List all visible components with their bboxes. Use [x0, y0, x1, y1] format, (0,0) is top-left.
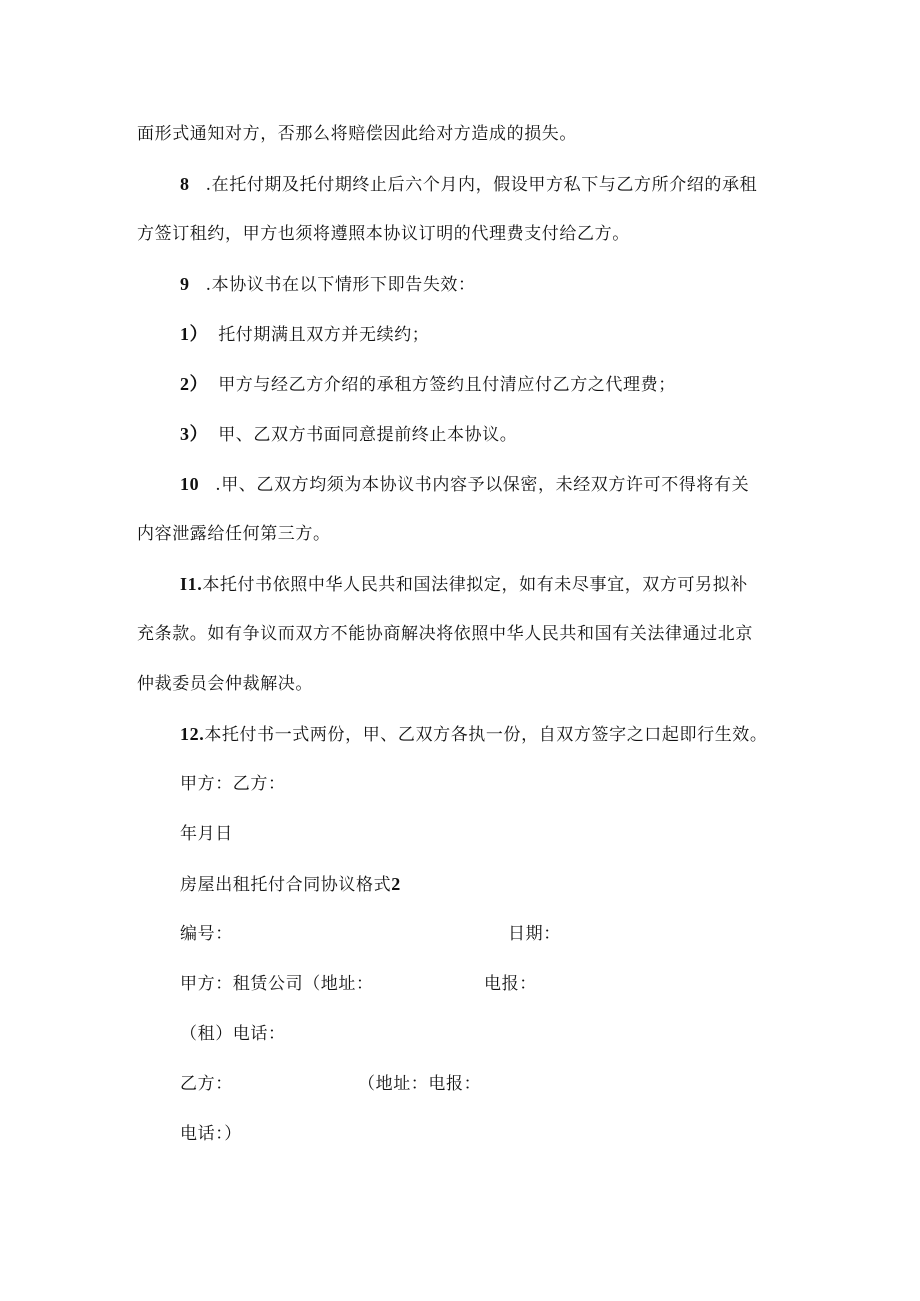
section-title: [180, 872, 401, 897]
clause-number: 9: [180, 274, 190, 294]
line-text: 甲方：乙方：: [180, 774, 286, 794]
paragraph-11-line-1: [180, 572, 748, 597]
paragraph-8-line-2: [137, 222, 630, 246]
line-text: 面形式通知对方，否那么将赔偿因此给对方造成的损失。: [137, 124, 577, 144]
paragraph-7-continuation: [137, 122, 577, 146]
date-line: [180, 822, 233, 846]
line-text: 本托付书依照中华人民共和国法律拟定，如有未尽事宜，双方可另拟补: [202, 575, 748, 595]
item-number: 2）: [180, 374, 209, 394]
line-text: .在托付期及托付期终止后六个月内，假设甲方私下与乙方所介绍的承租: [205, 175, 758, 195]
paragraph-10-line-2: [137, 522, 331, 546]
party-b-line: [180, 1072, 233, 1096]
label-text: 电话：）: [180, 1124, 242, 1144]
line-text: 内容泄露给任何第三方。: [137, 524, 331, 544]
phone-line: [180, 1122, 242, 1146]
clause-number: 10: [180, 474, 200, 494]
list-item-2: [180, 372, 676, 397]
list-item-1: [180, 322, 429, 347]
list-item-3: [180, 422, 517, 447]
party-b-address: [358, 1072, 481, 1096]
code-label: [180, 922, 233, 946]
date-label: [508, 922, 561, 946]
line-text: 托付期满且双方并无续约；: [218, 325, 430, 345]
signature-line: [180, 772, 286, 796]
paragraph-10-line-1: [180, 472, 749, 497]
party-a-line: [180, 972, 374, 996]
line-text: 年月日: [180, 824, 233, 844]
line-text: 甲方与经乙方介绍的承租方签约且付清应付乙方之代理费；: [218, 375, 676, 395]
line-text: 充条款。如有争议而双方不能协商解决将依照中华人民共和国有关法律通过北京: [137, 624, 753, 644]
item-number: 1）: [180, 324, 209, 344]
clause-number: I1.: [180, 574, 203, 594]
label-text: 日期：: [508, 924, 561, 944]
line-text: 甲、乙双方书面同意提前终止本协议。: [218, 425, 518, 445]
party-a-telegram: [484, 972, 537, 996]
label-text: 甲方：租赁公司（地址：: [180, 974, 374, 994]
paragraph-8-line-1: [180, 172, 757, 197]
clause-number: 8: [180, 174, 190, 194]
label-text: 乙方：: [180, 1074, 233, 1094]
title-number: 2: [391, 874, 401, 894]
paragraph-11-line-2: [137, 622, 753, 646]
item-number: 3）: [180, 424, 209, 444]
label-text: （地址：电报：: [358, 1074, 482, 1094]
paragraph-12: [180, 722, 768, 747]
line-text: 方签订租约，甲方也须将遵照本协议订明的代理费支付给乙方。: [137, 224, 630, 244]
label-text: （租）电话：: [180, 1024, 286, 1044]
rent-phone-line: [180, 1022, 286, 1046]
line-text: 仲裁委员会仲裁解决。: [137, 674, 313, 694]
line-text: 本托付书一式两份，甲、乙双方各执一份，自双方签字之口起即行生效。: [204, 725, 768, 745]
paragraph-11-line-3: [137, 672, 313, 696]
label-text: 电报：: [484, 974, 537, 994]
clause-number: 12.: [180, 724, 205, 744]
line-text: .本协议书在以下情形下即告失效：: [205, 275, 476, 295]
paragraph-9: [180, 272, 476, 297]
line-text: .甲、乙双方均须为本协议书内容予以保密，未经双方许可不得将有关: [215, 475, 750, 495]
label-text: 编号：: [180, 924, 233, 944]
title-text: 房屋出租托付合同协议格式: [180, 875, 392, 895]
